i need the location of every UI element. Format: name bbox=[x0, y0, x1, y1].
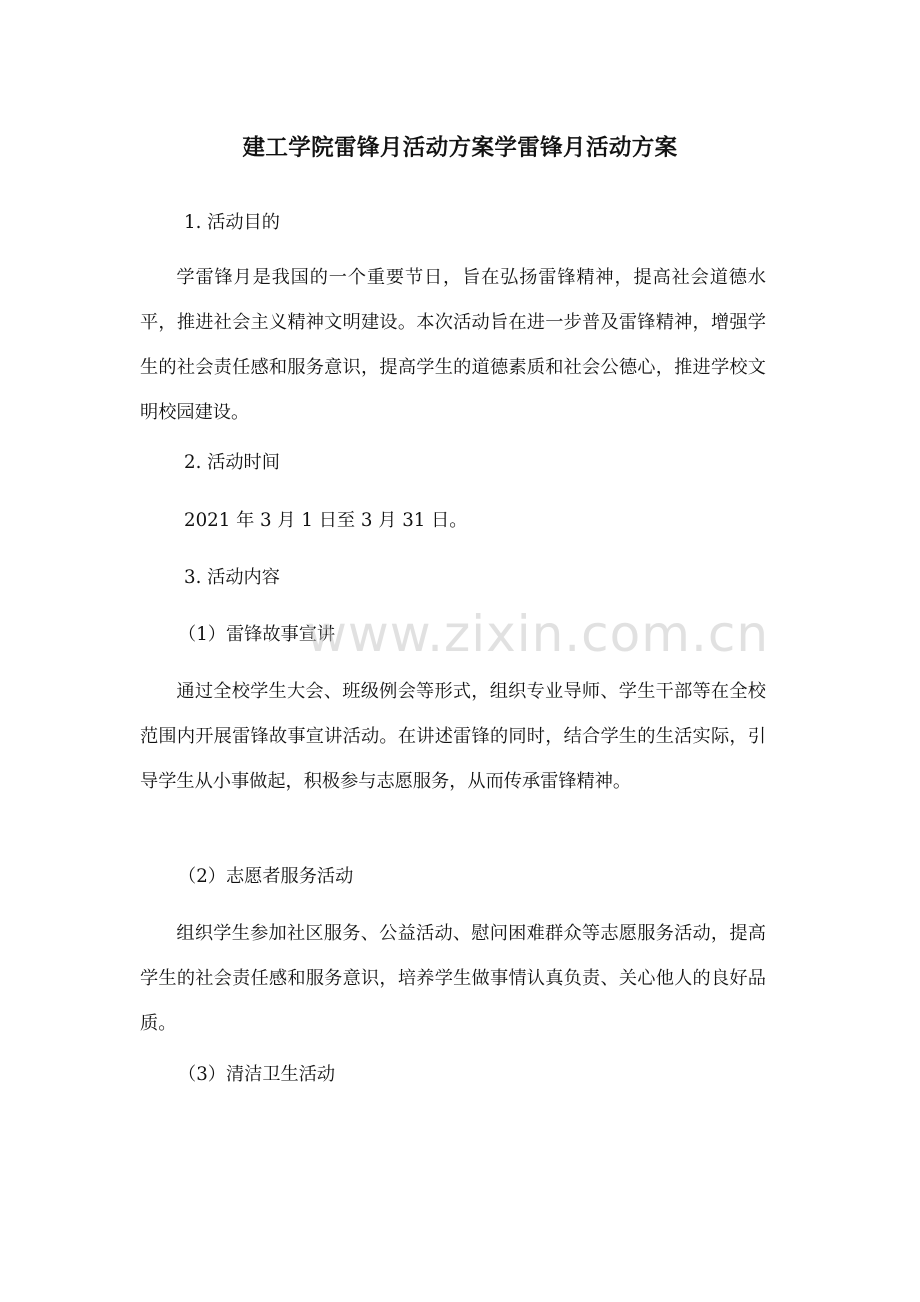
item-heading-story: （1）雷锋故事宣讲 bbox=[178, 624, 336, 645]
section-body-purpose: 学雷锋月是我国的一个重要节日，旨在弘扬雷锋精神，提高社会道德水平，推进社会主义精神文明建设。本次活动旨在进一步普及雷锋精神，增强学生的社会责任感和服务意识，提高学生的道德素质和社会公德心，推进学校文明校园建设。 bbox=[140, 267, 766, 423]
section-heading-purpose: 1. 活动目的 bbox=[184, 212, 280, 233]
item-body-volunteer: 组织学生参加社区服务、公益活动、慰问困难群众等志愿服务活动，提高学生的社会责任感和服务意识，培养学生做事情认真负责、关心他人的良好品质。 bbox=[140, 923, 766, 1034]
site-watermark: www.zixin.com.cn bbox=[306, 605, 770, 663]
document-title: 建工学院雷锋月活动方案学雷锋月活动方案 bbox=[242, 135, 678, 161]
item-body-story: 通过全校学生大会、班级例会等形式，组织专业导师、学生干部等在全校范围内开展雷锋故事宣讲活动。在讲述雷锋的同时，结合学生的生活实际，引导学生从小事做起，积极参与志愿服务，从而传承雷锋精神。 bbox=[140, 681, 766, 792]
item-heading-cleaning: （3）清洁卫生活动 bbox=[178, 1064, 336, 1085]
item-heading-volunteer: （2）志愿者服务活动 bbox=[178, 866, 354, 887]
section-body-time: 2021 年 3 月 1 日至 3 月 31 日。 bbox=[184, 510, 468, 531]
section-heading-content: 3. 活动内容 bbox=[184, 567, 280, 588]
section-heading-time: 2. 活动时间 bbox=[184, 452, 280, 473]
